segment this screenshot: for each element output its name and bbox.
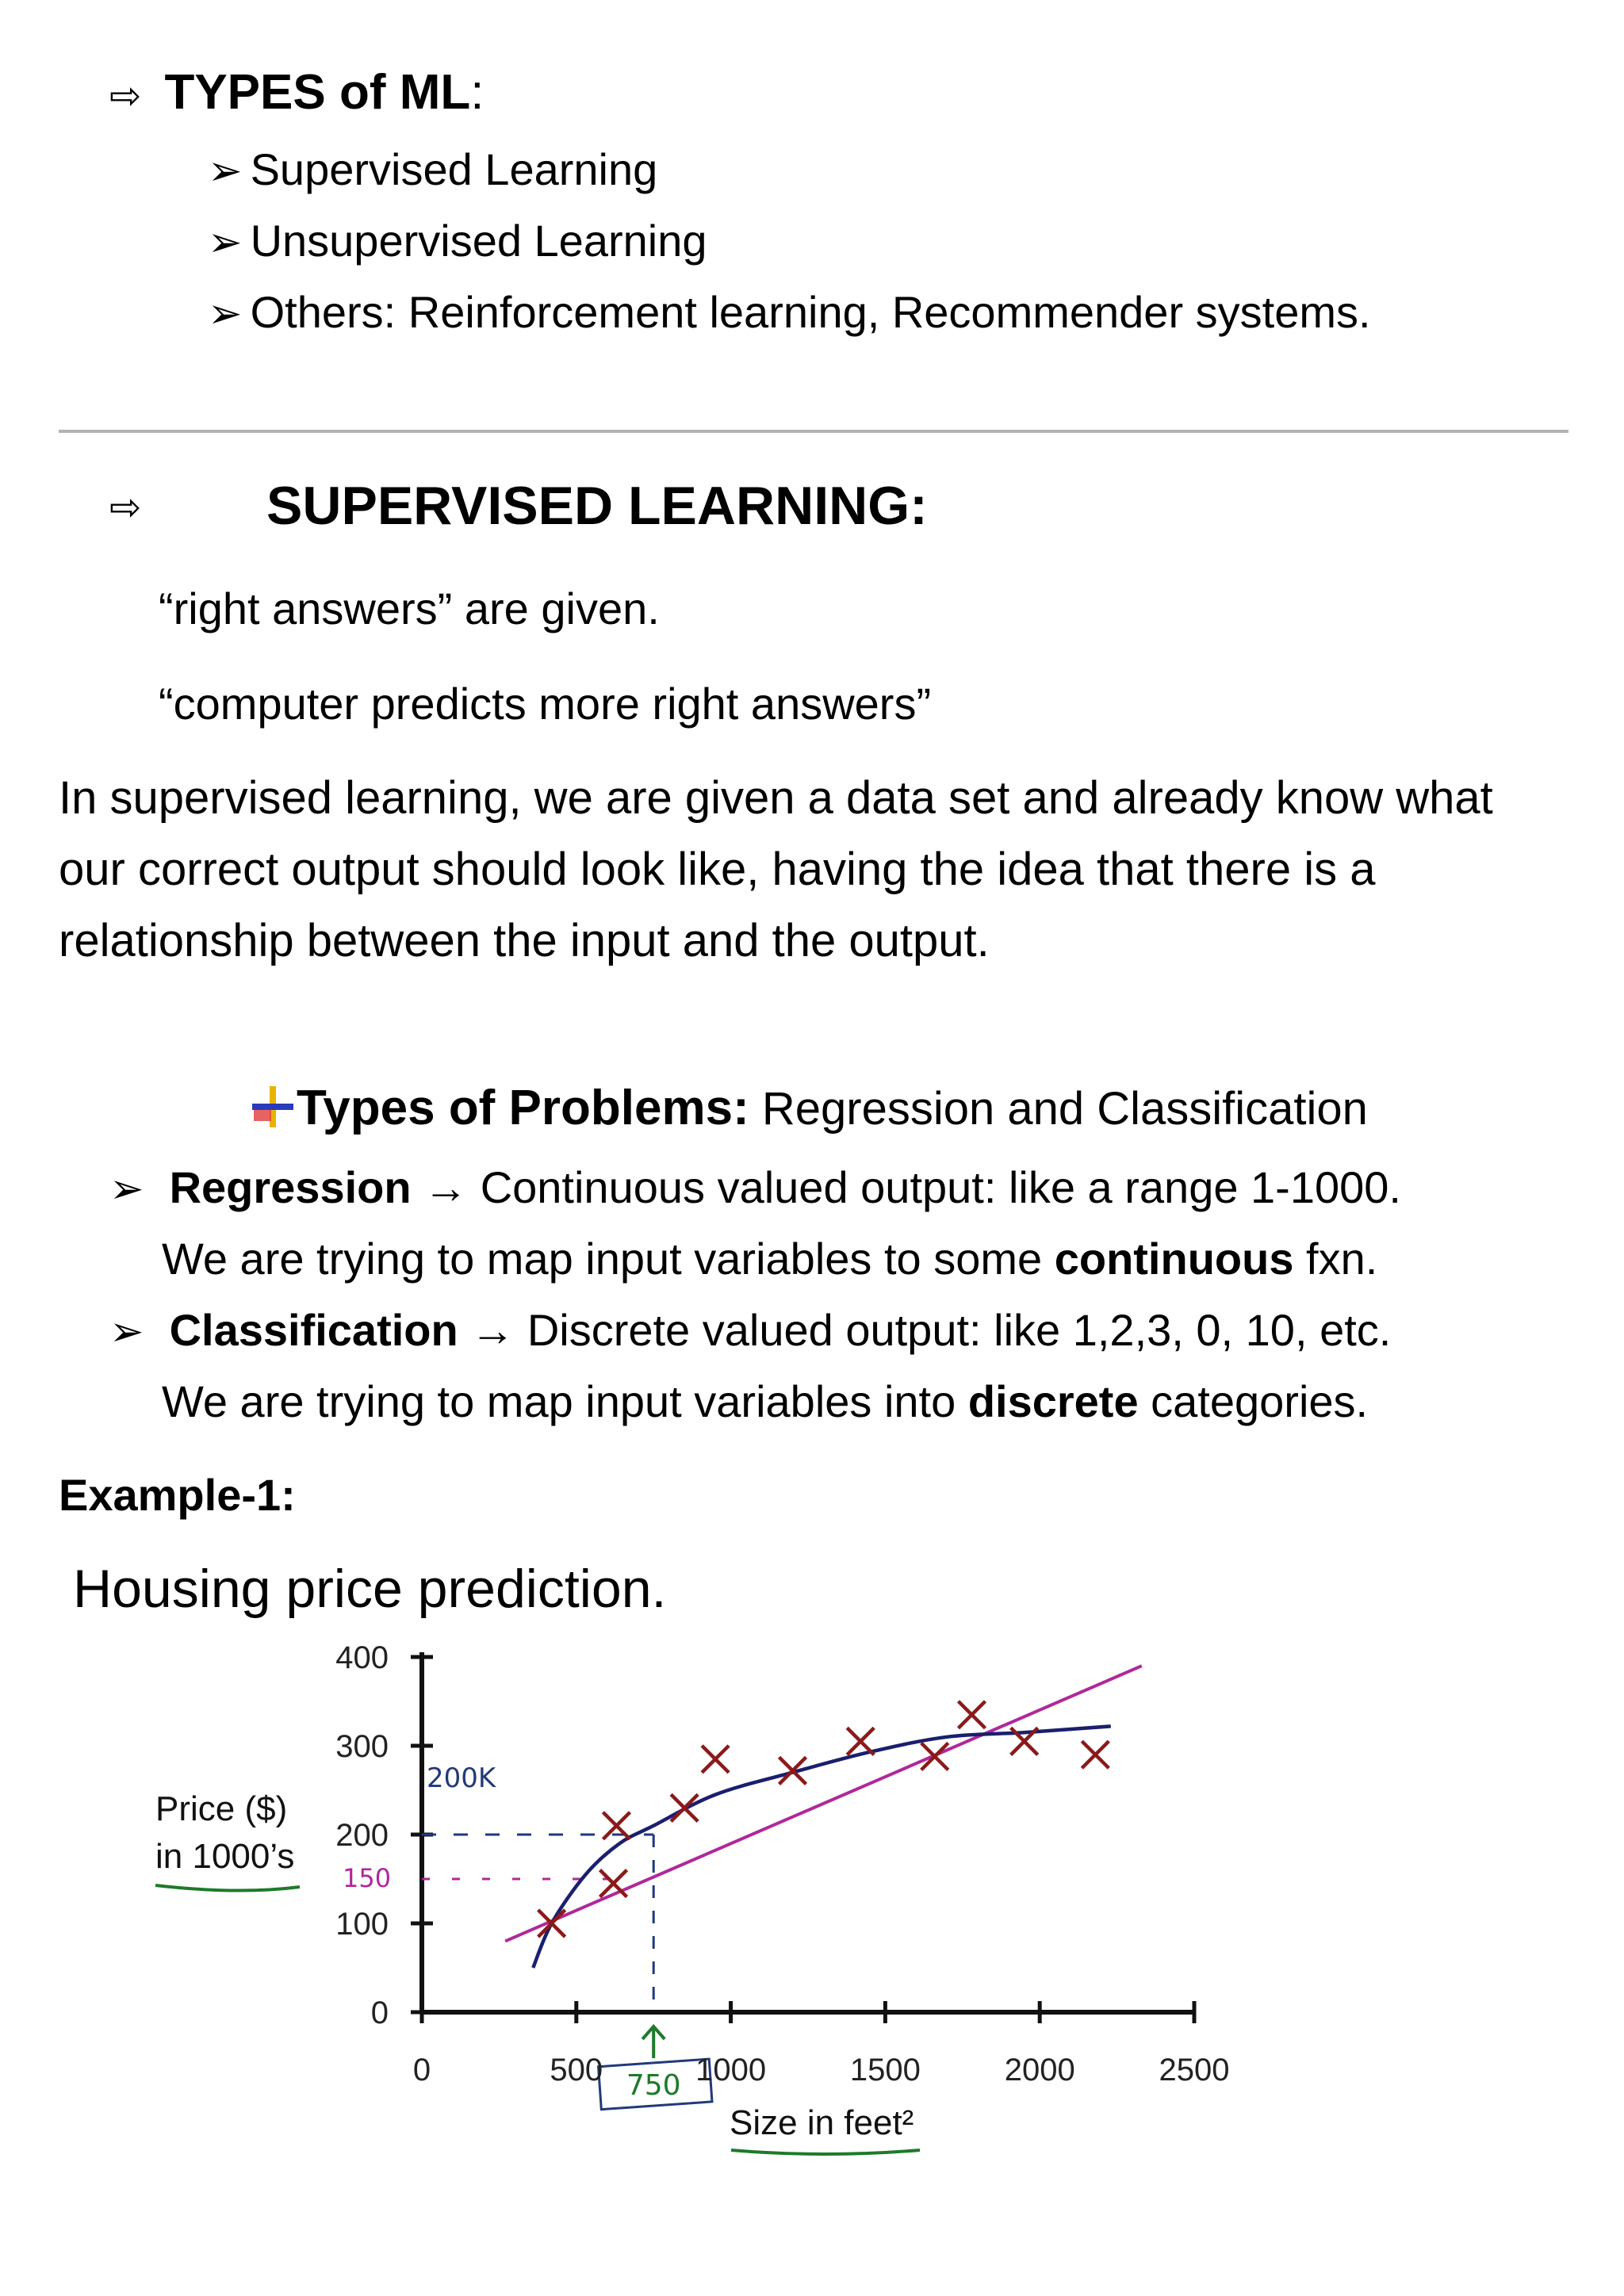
arrowhead-bullet-icon: ➢ <box>109 1308 144 1356</box>
x-tick-label: 1500 <box>849 2053 921 2087</box>
x-tick-label: 1000 <box>695 2053 767 2087</box>
list-item: ➢ Unsupervised Learning <box>208 216 707 266</box>
quote-line: “right answers” are given. <box>159 584 660 633</box>
annotation-750: 750 <box>626 2069 681 2102</box>
linear-fit-line <box>505 1666 1142 1941</box>
y-axis-label: in 1000’s <box>155 1837 295 1876</box>
y-tick-label: 0 <box>370 1996 389 2030</box>
x-tick-label: 0 <box>412 2053 431 2087</box>
data-point-x <box>958 1701 985 1728</box>
y-tick-label: 100 <box>335 1907 389 1942</box>
problems-heading: Types of Problems: Regression and Classification <box>252 1080 1368 1136</box>
classification-item: ➢ Classification → Discrete valued output: like 1,2,3, 0, 10, etc. <box>109 1305 1392 1356</box>
y-axis-label: Price ($) <box>155 1789 288 1828</box>
hollow-arrow-icon: ⇨ <box>109 485 142 530</box>
arrowhead-bullet-icon: ➢ <box>208 290 243 338</box>
data-point-x <box>702 1746 729 1773</box>
y-tick-label: 200 <box>335 1818 389 1853</box>
y-tick-label: 400 <box>335 1640 389 1675</box>
supervised-paragraph: In supervised learning, we are given a data set and already know what our correct output should look like, having the idea that there is a relationship between the input and the output. <box>59 772 1493 966</box>
arrowhead-bullet-icon: ➢ <box>208 147 243 195</box>
example-label: Example-1: <box>59 1470 296 1520</box>
green-underline <box>731 2150 920 2154</box>
arrowhead-bullet-icon: ➢ <box>208 219 243 266</box>
curve-fit-line <box>533 1726 1111 1968</box>
types-of-ml-heading: ⇨ TYPES of ML: <box>109 65 485 120</box>
chart-title: Housing price prediction. <box>73 1559 667 1619</box>
x-tick-label: 500 <box>550 2053 603 2087</box>
x-tick-label: 2500 <box>1159 2053 1230 2087</box>
regression-detail: We are trying to map input variables to some continuous fxn. <box>162 1234 1378 1284</box>
classification-detail: We are trying to map input variables into discrete categories. <box>162 1376 1369 1426</box>
green-underline <box>155 1885 300 1891</box>
annotation-150: 150 <box>343 1863 392 1893</box>
section-heading: SUPERVISED LEARNING: <box>266 476 928 536</box>
data-point-x <box>671 1794 698 1821</box>
quote-line: “computer predicts more right answers” <box>159 679 932 729</box>
data-point-x <box>1082 1741 1109 1768</box>
hollow-arrow-icon: ⇨ <box>109 74 142 118</box>
list-item: ➢ Others: Reinforcement learning, Recommender systems. <box>208 287 1371 338</box>
x-axis-label: Size in feet² <box>730 2103 914 2142</box>
arrowhead-bullet-icon: ➢ <box>109 1165 144 1213</box>
y-tick-label: 300 <box>335 1729 389 1764</box>
annotation-200k: 200K <box>427 1762 496 1794</box>
data-point-x <box>847 1728 874 1755</box>
list-item: ➢ Supervised Learning <box>208 144 658 195</box>
regression-item: ➢ Regression → Continuous valued output: like a range 1-1000. <box>109 1162 1401 1213</box>
x-tick-label: 2000 <box>1004 2053 1075 2087</box>
data-point-x <box>538 1910 565 1937</box>
data-point-x <box>921 1743 948 1770</box>
